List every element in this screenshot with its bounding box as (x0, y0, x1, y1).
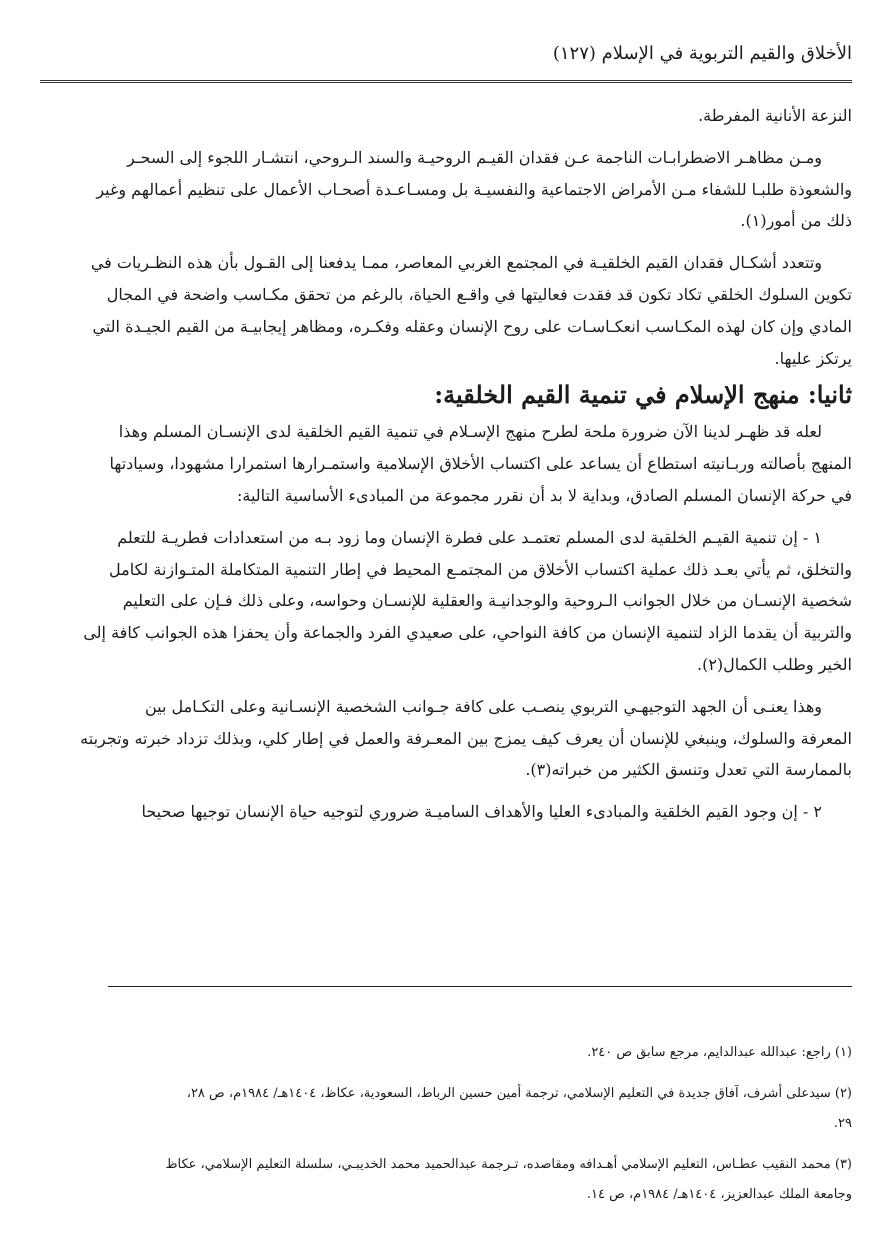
footnote-3: (٣) محمد النقيب عطـاس، التعليم الإسلامي أهـدافه ومقاصده، تـرجمة عبدالحميد محمد الخديبـي، سلسلة التعليم الإسلامي، عكاظ (165, 1157, 852, 1172)
text-line: المادي وإن كان لهذه المكـاسب انعكـاسـات على روح الإنسان وعقله وفكـره، ومظاهر إيجابيـة من القيم الجيـدة التي (92, 316, 852, 336)
text-line: ٢ - إن وجود القيم الخلقية والمبادىء العليا والأهداف الساميـة ضروري لتوجيه حياة الإنسان توجيها صحيحا (141, 802, 822, 822)
text-line: والشعوذة طلبـا للشفاء مـن الأمراض الاجتماعية والنفسيـة بل ومسـاعـدة أصحـاب الأعمال على تنظيم أعمالهم وغير (96, 179, 852, 199)
text-line: الخير وطلب الكمال(٢). (696, 654, 852, 674)
main-text (40, 100, 852, 828)
footnote-3-continued: وجامعة الملك عبدالعزيز، ١٤٠٤هـ/ ١٩٨٤م، ص ١٤. (586, 1187, 852, 1202)
header-title: الأخلاق والقيم التربوية في الإسلام (١٢٧) (552, 43, 852, 64)
text-line: وهذا يعنـى أن الجهد التوجيهـي التربوي ينصـب على كافة جـوانب الشخصية الإنسـانية وعلى التكـامل بين (144, 696, 822, 716)
text-line: المنهج بأصالته وربـانيته استطاع أن يساعد على اكتساب الأخلاق الإسلامية واستمـرارها استمرارا مشهودا، وسيادتها (109, 454, 852, 474)
text-line: تكوين السلوك الخلقي تكاد تكون قد فقدت فعاليتها في واقـع الحياة، بالرغم من تحقق مكـاسب واضحة في المجال (106, 284, 852, 304)
text-line: والتخلق، ثم يأتي بعـد ذلك عملية اكتساب الأخلاق من المجتمـع المحيط في إطار التنمية المتكاملة المتـوازنة لكامل (109, 559, 852, 579)
footnotes (40, 1038, 852, 1210)
text-line: ومـن مظاهـر الاضطرابـات الناجمة عـن فقدان القيـم الروحيـة والسند الـروحي، انتشـار اللجوء إلى السحـر (127, 147, 822, 167)
footnote-divider (108, 986, 852, 987)
footnote-2-continued: ٢٩. (833, 1116, 852, 1131)
text-line: في حركة الإنسان المسلم الصادق، وبداية لا بد أن نقرر مجموعة من المبادىء الأساسية التالية: (236, 485, 852, 505)
text-line: النزعة الأنانية المفرطة. (698, 106, 852, 125)
text-line: المعرفة والسلوك، وينبغي للإنسان أن يعرف كيف يمزج بين المعـرفة والعمل في إطار كلي، وبذلك تزداد خبرته وتجربته (80, 728, 852, 748)
text-line: يرتكز عليها. (774, 348, 852, 368)
footnote-2: (٢) سيدعلى أشرف، آفاق جديدة في التعليم الإسلامي، ترجمة أمين حسين الرباط، السعودية، عكاظ، ١٤٠٤هـ/ ١٩٨٤م، ص ٢٨، (186, 1086, 852, 1101)
text-line: شخصية الإنسـان من خلال الجوانب الـروحية والوجدانيـة والعقلية للإنسـان وحواسه، وعلى ذلك فـإن على التعليم (122, 591, 852, 611)
text-line: وتتعدد أشكـال فقدان القيم الخلقيـة في المجتمع الغربي المعاصر، ممـا يدفعنا إلى القـول بأن هذه النظـريات في (90, 253, 822, 273)
text-line: ذلك من أمور(١). (740, 211, 852, 231)
text-line: والتربية أن يقدما الزاد لتنمية الإنسان من كافة النواحي، على صعيدي الفرد والجماعة وأن يحفزا هذه الجوانب كافة إلى (83, 623, 852, 643)
text-line: لعله قد ظهـر لدينا الآن ضرورة ملحة لطرح منهج الإسـلام في تنمية القيم الخلقية لدى الإنسـان المسلم وهذا (118, 422, 822, 442)
text-line: ١ - إن تنمية القيـم الخلقية لدى المسلم تعتمـد على فطرة الإنسان وما زود بـه من استعدادات فطريـة للتعلم (117, 527, 822, 547)
footnote-1: (١) راجع: عبدالله عبدالدايم، مرجع سابق ص ٢٤٠. (587, 1045, 852, 1060)
text-line: بالممارسة التي تعدل وتنسق الكثير من خبراته(٣). (525, 760, 852, 780)
running-header (40, 28, 852, 83)
section-heading: ثانيا: منهج الإسلام في تنمية القيم الخلقية: (434, 380, 852, 410)
